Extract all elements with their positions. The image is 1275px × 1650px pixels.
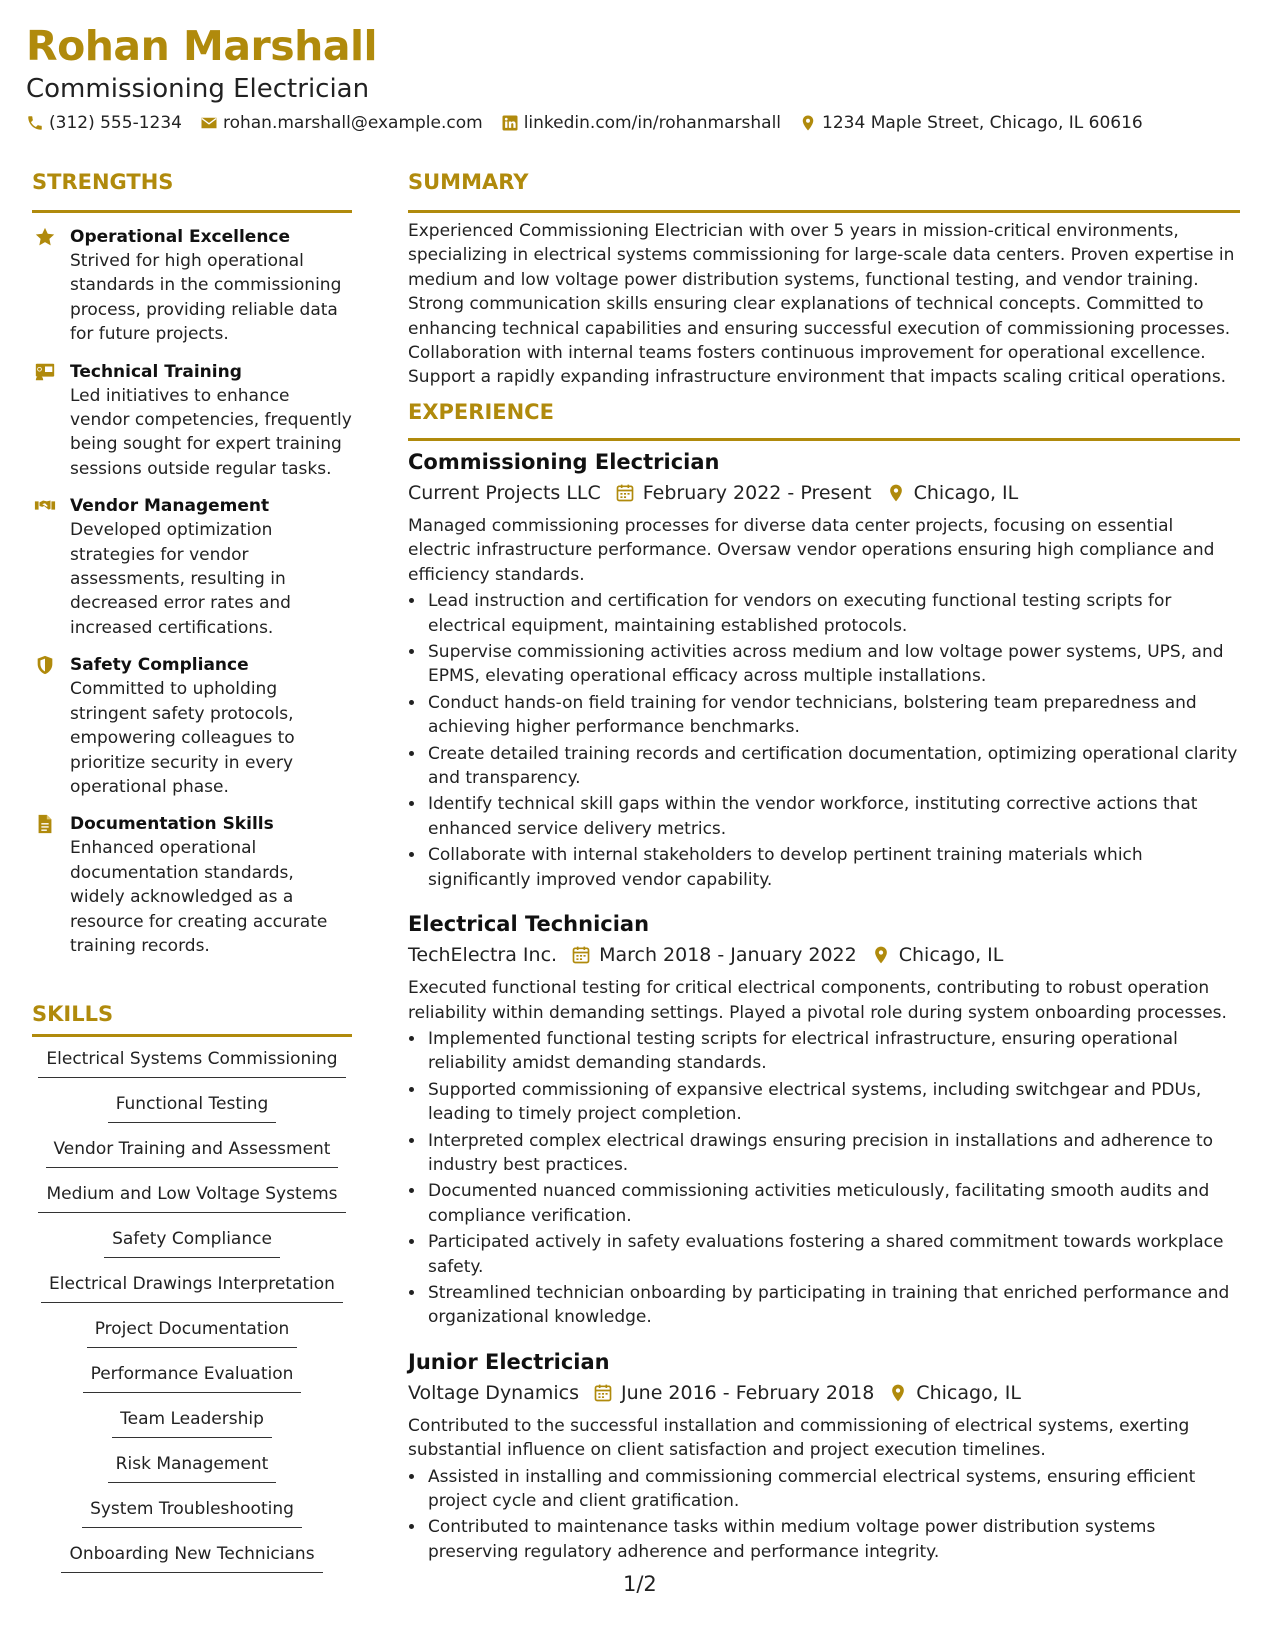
skill-label: Vendor Training and Assessment (46, 1137, 339, 1168)
job-bullets (408, 1465, 1240, 1565)
skills-heading: SKILLS (32, 1002, 114, 1026)
strength-item (32, 812, 352, 958)
skill-label: Electrical Systems Commissioning (38, 1047, 345, 1078)
skill-item (32, 1047, 352, 1092)
strengths-heading: STRENGTHS (32, 170, 174, 194)
job-dates: June 2016 - February 2018 (621, 1381, 875, 1404)
bullet-item: • Collaborate with internal stakeholders to develop pertinent training materials which significantly improved vendor capability. (426, 843, 1240, 892)
strength-desc: Enhanced operational documentation standards, widely acknowledged as a resource for creating accurate training records. (70, 838, 328, 956)
strength-desc: Strived for high operational standards in the commissioning process, providing reliable data for future projects. (70, 251, 342, 345)
summary-rule (408, 210, 1240, 213)
skill-label: Functional Testing (108, 1092, 277, 1123)
skill-item (32, 1362, 352, 1407)
strength-desc: Led initiatives to enhance vendor competencies, frequently being sought for expert training sessions outside regular tasks. (70, 385, 352, 479)
job-dates: February 2022 - Present (642, 482, 872, 504)
handshake-icon (34, 495, 56, 517)
map-pin-icon (871, 945, 891, 965)
contact-email[interactable] (200, 113, 483, 133)
bullet-item: • Supported commissioning of expansive electrical systems, including switchgear and PDUs, leading to timely project completion. (426, 1078, 1240, 1127)
presentation-icon (34, 361, 56, 383)
skill-item (32, 1317, 352, 1362)
job-title: Junior Electrician (408, 1349, 610, 1374)
linkedin-icon (501, 114, 519, 132)
job-location: Chicago, IL (916, 1381, 1021, 1404)
strength-desc: Developed optimization strategies for vendor assessments, resulting in decreased error rates and increased certifications. (70, 520, 291, 638)
skills-rule (32, 1034, 352, 1037)
job-description: Managed commissioning processes for diverse data center projects, focusing on essential electric infrastructure performance. Oversaw vendor operations ensuring high compliance and efficiency standards. (408, 516, 1215, 585)
skill-label: Risk Management (108, 1452, 277, 1483)
strength-title: Vendor Management (70, 496, 270, 517)
bullet-item: • Assisted in installing and commissioning commercial electrical systems, ensuring efficient project cycle and client gratification. (426, 1465, 1240, 1514)
summary-text: Experienced Commissioning Electrician with over 5 years in mission-critical environments, specializing in electrical systems commissioning for large-scale data centers. Proven expertise in medium and low voltage power distribution systems, functional testing, and vendor training. Strong communication skills ensuring clear explanations of technical concepts. Committed to enhancing technical capabilities and ensuring successful execution of commissioning processes. Collaboration with internal teams fosters continuous improvement for operational excellence. Support a rapidly expanding infrastructure environment that impacts scaling critical operations. (408, 221, 1235, 388)
skills-list (32, 1047, 352, 1587)
job-title: Commissioning Electrician (408, 450, 720, 474)
skill-label: Medium and Low Voltage Systems (38, 1182, 345, 1213)
strength-item (32, 225, 352, 347)
job-title: Electrical Technician (408, 912, 650, 937)
candidate-name: Rohan Marshall (26, 22, 378, 70)
job-description: Executed functional testing for critical electrical components, contributing to robust operation reliability within demanding settings. Played a pivotal role during system onboarding processes. (408, 978, 1227, 1023)
strengths-rule (32, 210, 352, 213)
strength-title: Documentation Skills (70, 814, 274, 835)
job-description: Contributed to the successful installation and commissioning of electrical systems, exerting substantial influence on client satisfaction and project execution timelines. (408, 1415, 1190, 1461)
job-bullets (408, 589, 1240, 892)
strength-title: Technical Training (70, 361, 242, 382)
page-number: 1/2 (623, 1572, 657, 1596)
job-entry (408, 448, 1240, 892)
job-company: Current Projects LLC (408, 482, 601, 504)
job-entry (408, 1348, 1240, 1564)
bullet-item: • Create detailed training records and certification documentation, optimizing operational clarity and transparency. (426, 742, 1240, 791)
job-company: TechElectra Inc. (408, 944, 558, 967)
skill-label: Safety Compliance (104, 1227, 280, 1258)
job-meta (408, 941, 1240, 969)
contact-bar (26, 113, 1161, 133)
job-company: Voltage Dynamics (408, 1381, 579, 1404)
star-icon (34, 226, 56, 248)
bullet-item: • Streamlined technician onboarding by participating in training that enriched performance and organizational knowledge. (426, 1281, 1240, 1330)
contact-linkedin[interactable] (501, 113, 781, 133)
job-bullets (408, 1027, 1240, 1330)
skill-item (32, 1497, 352, 1542)
calendar-icon (615, 483, 635, 503)
job-entry (408, 910, 1240, 1330)
summary-heading: SUMMARY (408, 170, 529, 194)
bullet-item: • Participated actively in safety evaluations fostering a shared commitment towards workplace safety. (426, 1230, 1240, 1279)
candidate-title: Commissioning Electrician (26, 74, 370, 104)
strength-desc: Committed to upholding stringent safety protocols, empowering colleagues to prioritize security in every operational phase. (70, 679, 295, 797)
skill-item (32, 1182, 352, 1227)
calendar-icon (571, 945, 591, 965)
skill-label: Onboarding New Technicians (61, 1542, 322, 1573)
skill-label: Performance Evaluation (83, 1362, 302, 1393)
strengths-list (32, 225, 352, 971)
bullet-item: • Lead instruction and certification for vendors on executing functional testing scripts for electrical equipment, maintaining established protocols. (426, 589, 1240, 638)
skill-item (32, 1092, 352, 1137)
bullet-item: • Documented nuanced commissioning activities meticulously, facilitating smooth audits and compliance verification. (426, 1179, 1240, 1228)
experience-list (408, 448, 1240, 1566)
linkedin-link[interactable]: linkedin.com/in/rohanmarshall (523, 113, 782, 133)
summary-section (408, 219, 1240, 390)
skill-item (32, 1272, 352, 1317)
email-link[interactable]: rohan.marshall@example.com (222, 113, 483, 133)
bullet-item: • Contributed to maintenance tasks within medium voltage power distribution systems preserving regulatory adherence and performance integrity. (426, 1515, 1240, 1564)
strength-item (32, 653, 352, 799)
skill-label: Team Leadership (112, 1407, 272, 1438)
job-dates: March 2018 - January 2022 (599, 944, 857, 967)
job-meta (408, 479, 1240, 507)
strength-item (32, 360, 352, 482)
skill-label: Project Documentation (87, 1317, 298, 1348)
experience-rule (408, 438, 1240, 441)
skill-label: Electrical Drawings Interpretation (41, 1272, 343, 1303)
skill-item (32, 1227, 352, 1272)
bullet-item: • Implemented functional testing scripts for electrical infrastructure, ensuring operational reliability amidst demanding standards. (426, 1027, 1240, 1076)
skill-label: System Troubleshooting (82, 1497, 302, 1528)
shield-icon (34, 654, 56, 676)
job-location: Chicago, IL (898, 944, 1004, 967)
strength-item (32, 494, 352, 640)
strength-title: Safety Compliance (70, 655, 249, 676)
map-pin-icon (888, 1383, 908, 1403)
skill-item (32, 1407, 352, 1452)
job-meta (408, 1379, 1240, 1407)
experience-heading: EXPERIENCE (408, 400, 554, 424)
contact-address (799, 113, 1143, 133)
bullet-item: • Conduct hands-on field training for vendor technicians, bolstering team preparedness and achieving higher performance benchmarks. (426, 691, 1240, 740)
map-pin-icon (886, 483, 906, 503)
address-text: 1234 Maple Street, Chicago, IL 60616 (822, 113, 1143, 133)
document-icon (34, 813, 56, 835)
skill-item (32, 1137, 352, 1182)
bullet-item: • Interpreted complex electrical drawings ensuring precision in installations and adherence to industry best practices. (426, 1129, 1240, 1178)
phone-icon (26, 114, 44, 132)
envelope-icon (200, 114, 218, 132)
bullet-item: • Identify technical skill gaps within the vendor workforce, instituting corrective actions that enhanced service delivery metrics. (426, 792, 1240, 841)
bullet-item: • Supervise commissioning activities across medium and low voltage power systems, UPS, and EPMS, elevating operational efficacy across multiple installations. (426, 640, 1240, 689)
skill-item (32, 1452, 352, 1497)
skill-item (32, 1542, 352, 1587)
phone-text: (312) 555-1234 (49, 113, 182, 133)
strength-title: Operational Excellence (70, 227, 291, 247)
job-location: Chicago, IL (913, 482, 1019, 504)
calendar-icon (593, 1383, 613, 1403)
map-pin-icon (799, 114, 817, 132)
contact-phone (26, 113, 182, 133)
